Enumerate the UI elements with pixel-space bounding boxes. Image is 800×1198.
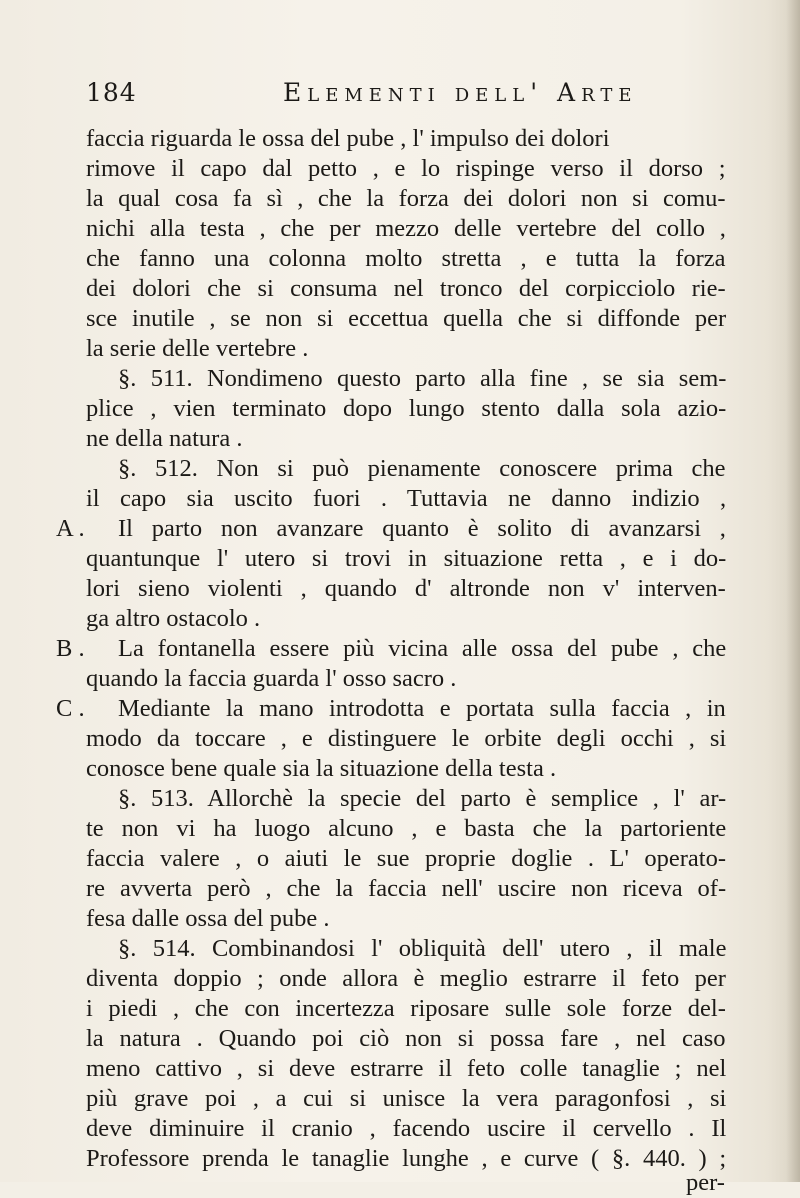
text-line: re avverta però , che la faccia nell' uscire non riceva of- (86, 875, 727, 902)
page-header (86, 76, 726, 116)
text-line: faccia riguarda le ossa del pube , l' impulso dei dolori (86, 125, 610, 152)
text-line: lori sieno violenti , quando d' altronde non v' interven- (86, 575, 726, 602)
text-line: il capo sia uscito fuori . Tuttavia ne danno indizio , (86, 485, 727, 512)
text-line: te non vi ha luogo alcuno , e basta che la partoriente (86, 815, 727, 842)
text-line: conosce bene quale sia la situazione della testa . (86, 755, 557, 782)
text-line: ga altro ostacolo . (86, 605, 261, 632)
text-line: meno cattivo , si deve estrarre il feto colle tanaglie ; nel (86, 1055, 727, 1082)
text-line: Professore prenda le tanaglie lunghe , e curve ( §. 440. ) ; (86, 1145, 727, 1172)
text-line: diventa doppio ; onde allora è meglio estrarre il feto per (86, 965, 726, 992)
page-number: 184 (86, 78, 137, 107)
text-line: la qual cosa fa sì , che la forza dei dolori non si comu- (86, 185, 726, 212)
text-line: rimove il capo dal petto , e lo rispinge verso il dorso ; (86, 155, 726, 182)
text-line: fesa dalle ossa del pube . (86, 905, 330, 932)
text-line: deve diminuire il cranio , facendo uscire il cervello . Il (86, 1115, 727, 1142)
paragraph-512-start: §. 512. Non si può pienamente conoscere prima che (118, 455, 726, 482)
text-line: che fanno una colonna molto stretta , e tutta la forza (86, 245, 726, 272)
text-line: i piedi , che con incertezza riposare sulle sole forze del- (86, 995, 726, 1022)
paragraph-511-start: §. 511. Nondimeno questo parto alla fine , se sia sem- (118, 365, 727, 392)
item-c-text: Mediante la mano introdotta e portata sulla faccia , in (118, 695, 726, 722)
text-line: sce inutile , se non si eccettua quella che si diffonde per (86, 305, 727, 332)
text-line: dei dolori che si consuma nel tronco del corpicciolo rie- (86, 275, 726, 302)
item-marker-c: C . (56, 695, 85, 722)
text-line: quantunque l' utero si trovi in situazione retta , e i do- (86, 545, 727, 572)
paragraph-514-start: §. 514. Combinandosi l' obliquità dell' utero , il male (118, 935, 727, 962)
page-edge-shadow (786, 0, 800, 1182)
text-line: ne della natura . (86, 425, 243, 452)
text-line: modo da toccare , e distinguere le orbite degli occhi , si (86, 725, 727, 752)
item-b-text: La fontanella essere più vicina alle ossa del pube , che (118, 635, 727, 662)
text-line: la serie delle vertebre . (86, 335, 309, 362)
text-line: faccia valere , o aiuti le sue proprie doglie . L' operato- (86, 845, 727, 872)
text-line: più grave poi , a cui si unisce la vera paragonfosi , si (86, 1085, 727, 1112)
text-line: quando la faccia guarda l' osso sacro . (86, 665, 457, 692)
item-marker-b: B . (56, 635, 85, 662)
text-line: la natura . Quando poi ciò non si possa fare , nel caso (86, 1025, 726, 1052)
item-a-text: Il parto non avanzare quanto è solito di avanzarsi , (118, 515, 726, 542)
running-head: Elementi dell' Arte (283, 78, 638, 107)
item-marker-a: A . (56, 515, 85, 542)
paragraph-513-start: §. 513. Allorchè la specie del parto è semplice , l' ar- (118, 785, 727, 812)
text-line: plice , vien terminato dopo lungo stento dalla sola azio- (86, 395, 727, 422)
text-line: nichi alla testa , che per mezzo delle vertebre del collo , (86, 215, 726, 242)
catchword: per- (686, 1169, 725, 1196)
